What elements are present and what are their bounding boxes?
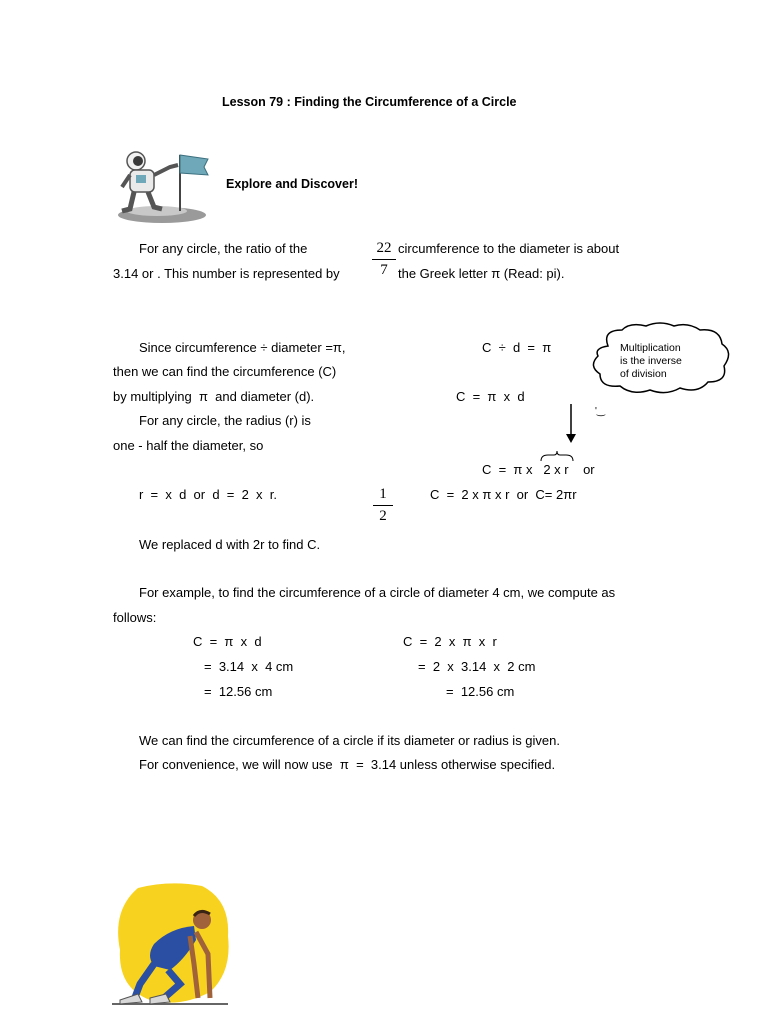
fraction-denominator: 7 [380, 262, 388, 278]
equation-c-div-d: C ÷ d = π [482, 340, 552, 355]
example-col2-row3: = 12.56 cm [446, 684, 515, 699]
fraction-22-over-7 [372, 240, 396, 279]
intro-line-2a: 3.14 or . This number is represented by [113, 266, 340, 281]
left-line-4: For any circle, the radius (r) is [139, 413, 311, 428]
astronaut-illustration [112, 145, 212, 225]
fraction-bar [373, 505, 393, 506]
left-line-6: r = x d or d = 2 x r. [139, 487, 277, 502]
left-line-5: one - half the diameter, so [113, 438, 264, 453]
example-intro-2: follows: [113, 610, 157, 625]
cloud-line-1: Multiplication [620, 342, 681, 354]
equation-c-pi-2xr: C = π x 2 x r or [482, 462, 595, 477]
example-col2-row2: = 2 x 3.14 x 2 cm [418, 659, 536, 674]
example-col1-row3: = 12.56 cm [204, 684, 273, 699]
closing-line-1: We can find the circumference of a circle if its diameter or radius is given. [139, 733, 560, 748]
cloud-line-3: of division [620, 368, 667, 380]
fraction-bar [372, 259, 396, 260]
equation-c-2pir: C = 2 x π x r or C= 2πr [430, 487, 577, 502]
example-col2-row1: C = 2 x π x r [403, 634, 497, 649]
example-col1-row1: C = π x d [193, 634, 262, 649]
down-arrow [564, 404, 578, 444]
explore-heading: Explore and Discover! [226, 177, 358, 191]
example-col1-row2: = 3.14 x 4 cm [204, 659, 294, 674]
page-title: Lesson 79 : Finding the Circumference of a Circle [222, 95, 517, 109]
closing-line-2: For convenience, we will now use π = 3.14 unless otherwise specified. [139, 757, 556, 772]
intro-line-1a: For any circle, the ratio of the [139, 241, 308, 256]
left-line-2: then we can find the circumference (C) [113, 364, 337, 379]
brace-over-2xr [540, 450, 574, 462]
tick-mark: '‿ [595, 406, 605, 417]
fraction-numerator: 22 [376, 240, 392, 256]
replaced-line: We replaced d with 2r to find C. [139, 537, 321, 552]
intro-line-2b: the Greek letter π (Read: pi). [398, 266, 565, 281]
left-line-3: by multiplying π and diameter (d). [113, 389, 315, 404]
left-line-1: Since circumference ÷ diameter =π, [139, 340, 346, 355]
equation-c-pi-d: C = π x d [456, 389, 525, 404]
intro-line-1b: circumference to the diameter is about [398, 241, 620, 256]
fraction-numerator: 1 [379, 486, 387, 502]
fraction-1-over-2 [373, 486, 393, 525]
runner-illustration [110, 880, 234, 1010]
example-intro-1: For example, to find the circumference of a circle of diameter 4 cm, we compute as [139, 585, 616, 600]
fraction-denominator: 2 [379, 508, 387, 524]
cloud-line-2: is the inverse [620, 355, 682, 367]
